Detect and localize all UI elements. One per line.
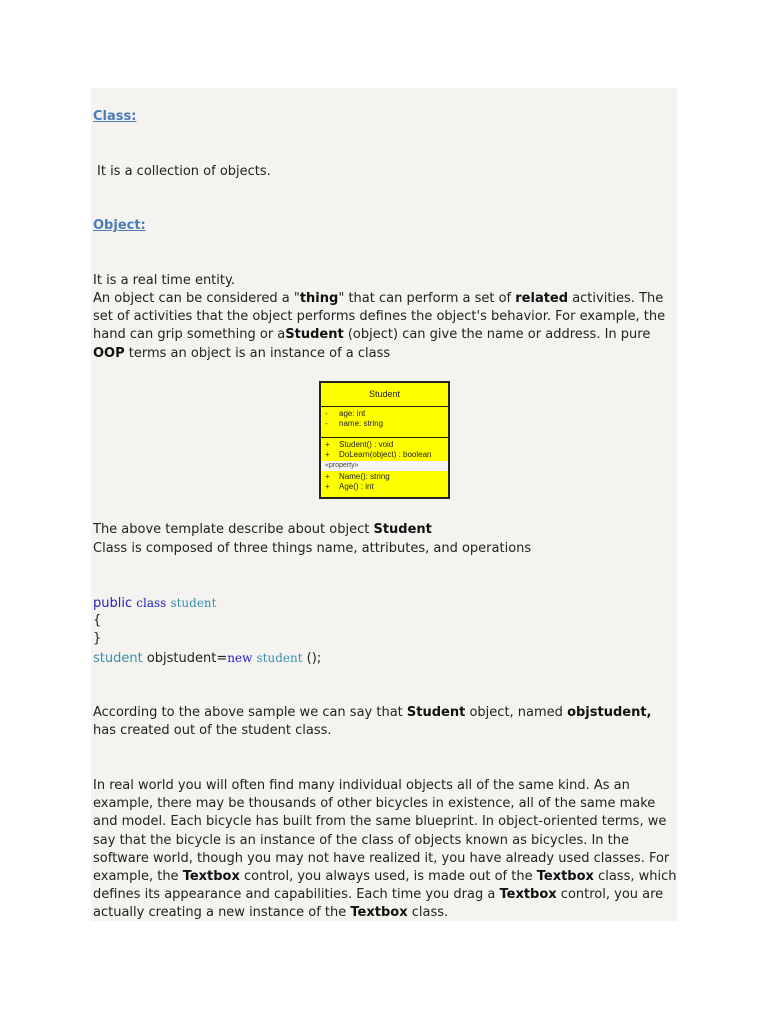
uml-operation: + DoLearn(object) : boolean bbox=[325, 450, 432, 459]
sample-explanation: According to the above sample we can say that Student object, named objstudent, has created out of the student class. bbox=[93, 705, 652, 739]
code-line-3: } bbox=[93, 631, 102, 646]
uml-class-title: Student bbox=[321, 383, 448, 407]
object-heading: Object: bbox=[93, 218, 146, 233]
code-line-4: student objstudent=new student (); bbox=[93, 651, 322, 666]
uml-attributes bbox=[321, 407, 448, 438]
uml-operation: + Student() : void bbox=[325, 440, 394, 449]
class-composition: Class is composed of three things name, attributes, and operations bbox=[93, 541, 532, 556]
real-world-paragraph: In real world you will often find many individual objects all of the same kind. As an example, there may be thousands of other bicycles in existence, all of the same make and model. Each bicycle has built from the same blueprint. In object-oriented terms, we say that the bicycle is an instance of the class of objects known as bicycles. In the software world, though you may not have realized it, you have already used classes. For example, the Textbox control, you always used, is made out of the Textbox class, which defines its appearance and capabilities. Each time you drag a Textbox control, you are actually creating a new instance of the Textbox class. bbox=[93, 778, 677, 921]
class-definition: It is a collection of objects. bbox=[97, 164, 271, 179]
uml-property: + Age() : int bbox=[325, 482, 374, 491]
object-description: An object can be considered a "thing" that can perform a set of related activities. The set of activities that the object performs defines the object's behavior. For example, the hand can grip something or aStudent (object) can give the name or address. In pure OOP terms an object is an instance of a class bbox=[93, 291, 666, 361]
code-line-2: { bbox=[93, 613, 102, 628]
uml-stereotype: «property» bbox=[321, 461, 448, 471]
template-description: The above template describe about object Student bbox=[93, 522, 432, 537]
uml-property: + Name(): string bbox=[325, 472, 390, 481]
uml-operations bbox=[321, 438, 448, 492]
uml-class-diagram bbox=[319, 381, 450, 499]
class-heading: Class: bbox=[93, 109, 137, 124]
uml-attribute: - name: string bbox=[325, 419, 384, 428]
code-line-1: public class student bbox=[93, 596, 217, 611]
object-definition-line: It is a real time entity. bbox=[93, 273, 235, 288]
uml-attribute: - age: int bbox=[325, 409, 366, 418]
